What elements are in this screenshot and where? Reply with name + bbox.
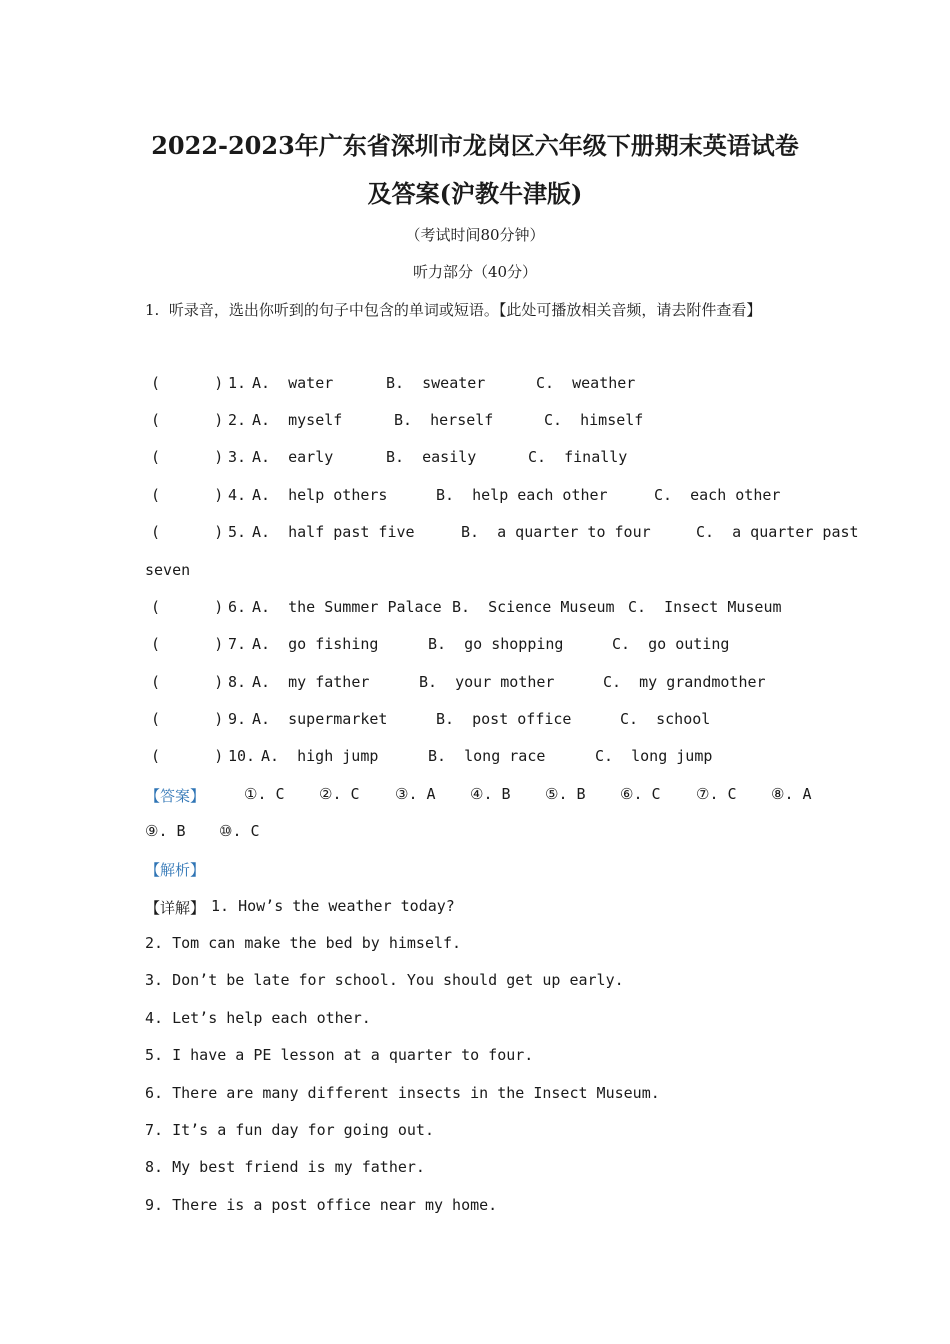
- option-a: A. early: [252, 448, 334, 466]
- analysis-line: 8. My best friend is my father.: [145, 1158, 425, 1176]
- option-c: C. a quarter past: [696, 523, 859, 541]
- item-number: 5.: [228, 523, 247, 541]
- option-b: B. your mother: [419, 673, 555, 691]
- detail-label: 【详解】: [145, 899, 206, 917]
- answer-item: ⑧. A: [771, 785, 812, 803]
- item-number: 3.: [228, 448, 247, 466]
- option-c: C. go outing: [612, 635, 730, 653]
- option-c: C. each other: [654, 486, 781, 504]
- item-5-continuation: seven: [145, 561, 191, 579]
- answer-bracket: ( ): [151, 673, 224, 691]
- option-b: B. herself: [394, 411, 494, 429]
- item-number: 6.: [228, 598, 247, 616]
- option-c: C. long jump: [595, 747, 713, 765]
- answer-item: ⑥. C: [620, 785, 661, 803]
- option-a: A. go fishing: [252, 635, 379, 653]
- exam-time: （考试时间80分钟）: [405, 226, 545, 244]
- answer-item: ⑩. C: [219, 822, 260, 840]
- option-a: A. half past five: [252, 523, 415, 541]
- item-number: 8.: [228, 673, 247, 691]
- option-b: B. go shopping: [428, 635, 564, 653]
- answer-label: 【答案】: [145, 787, 206, 805]
- option-a: A. supermarket: [252, 710, 388, 728]
- analysis-line: 7. It’s a fun day for going out.: [145, 1121, 434, 1139]
- analysis-label: 【解析】: [145, 861, 206, 879]
- analysis-line: 5. I have a PE lesson at a quarter to four.: [145, 1046, 534, 1064]
- answer-item: ①. C: [244, 785, 285, 803]
- analysis-line: 6. There are many different insects in the Insect Museum.: [145, 1084, 660, 1102]
- item-number: 4.: [228, 486, 247, 504]
- section-heading: 听力部分（40分）: [412, 263, 538, 281]
- option-c: C. himself: [544, 411, 644, 429]
- option-b: B. sweater: [386, 374, 486, 392]
- answer-bracket: ( ): [151, 448, 224, 466]
- item-number: 2.: [228, 411, 247, 429]
- answer-item: ⑤. B: [545, 785, 586, 803]
- option-c: C. finally: [528, 448, 628, 466]
- option-a: A. my father: [252, 673, 370, 691]
- analysis-line: 3. Don’t be late for school. You should get up early.: [145, 971, 624, 989]
- answer-item: ④. B: [470, 785, 511, 803]
- answer-bracket: ( ): [151, 710, 224, 728]
- item-number: 7.: [228, 635, 247, 653]
- answer-item: ③. A: [395, 785, 436, 803]
- option-a: A. the Summer Palace: [252, 598, 442, 616]
- item-number: 10.: [228, 747, 256, 765]
- title-line-1: 2022-2023年广东省深圳市龙岗区六年级下册期末英语试卷: [151, 131, 799, 160]
- answer-bracket: ( ): [151, 598, 224, 616]
- item-number: 9.: [228, 710, 247, 728]
- option-c: C. school: [620, 710, 711, 728]
- option-b: B. post office: [436, 710, 572, 728]
- analysis-line: 2. Tom can make the bed by himself.: [145, 934, 462, 952]
- analysis-line: 1. How’s the weather today?: [211, 897, 455, 915]
- answer-item: ②. C: [319, 785, 360, 803]
- option-a: A. water: [252, 374, 334, 392]
- option-c: C. Insect Museum: [628, 598, 782, 616]
- option-c: C. weather: [536, 374, 636, 392]
- analysis-line: 4. Let’s help each other.: [145, 1009, 371, 1027]
- option-a: A. high jump: [261, 747, 379, 765]
- title-line-2: 及答案(沪教牛津版): [367, 179, 583, 208]
- option-a: A. help others: [252, 486, 388, 504]
- option-a: A. myself: [252, 411, 343, 429]
- answer-bracket: ( ): [151, 374, 224, 392]
- answer-bracket: ( ): [151, 747, 224, 765]
- answer-item: ⑨. B: [145, 822, 186, 840]
- answer-bracket: ( ): [151, 486, 224, 504]
- answer-bracket: ( ): [151, 411, 224, 429]
- option-b: B. long race: [428, 747, 546, 765]
- option-b: B. easily: [386, 448, 477, 466]
- answer-bracket: ( ): [151, 523, 224, 541]
- option-b: B. help each other: [436, 486, 608, 504]
- answer-item: ⑦. C: [696, 785, 737, 803]
- question-instruction: 1. 听录音，选出你听到的句子中包含的单词或短语。【此处可播放相关音频，请去附件查看】: [145, 301, 762, 319]
- option-b: B. a quarter to four: [461, 523, 651, 541]
- option-c: C. my grandmother: [603, 673, 766, 691]
- analysis-line: 9. There is a post office near my home.: [145, 1196, 498, 1214]
- option-b: B. Science Museum: [452, 598, 615, 616]
- item-number: 1.: [228, 374, 247, 392]
- answer-bracket: ( ): [151, 635, 224, 653]
